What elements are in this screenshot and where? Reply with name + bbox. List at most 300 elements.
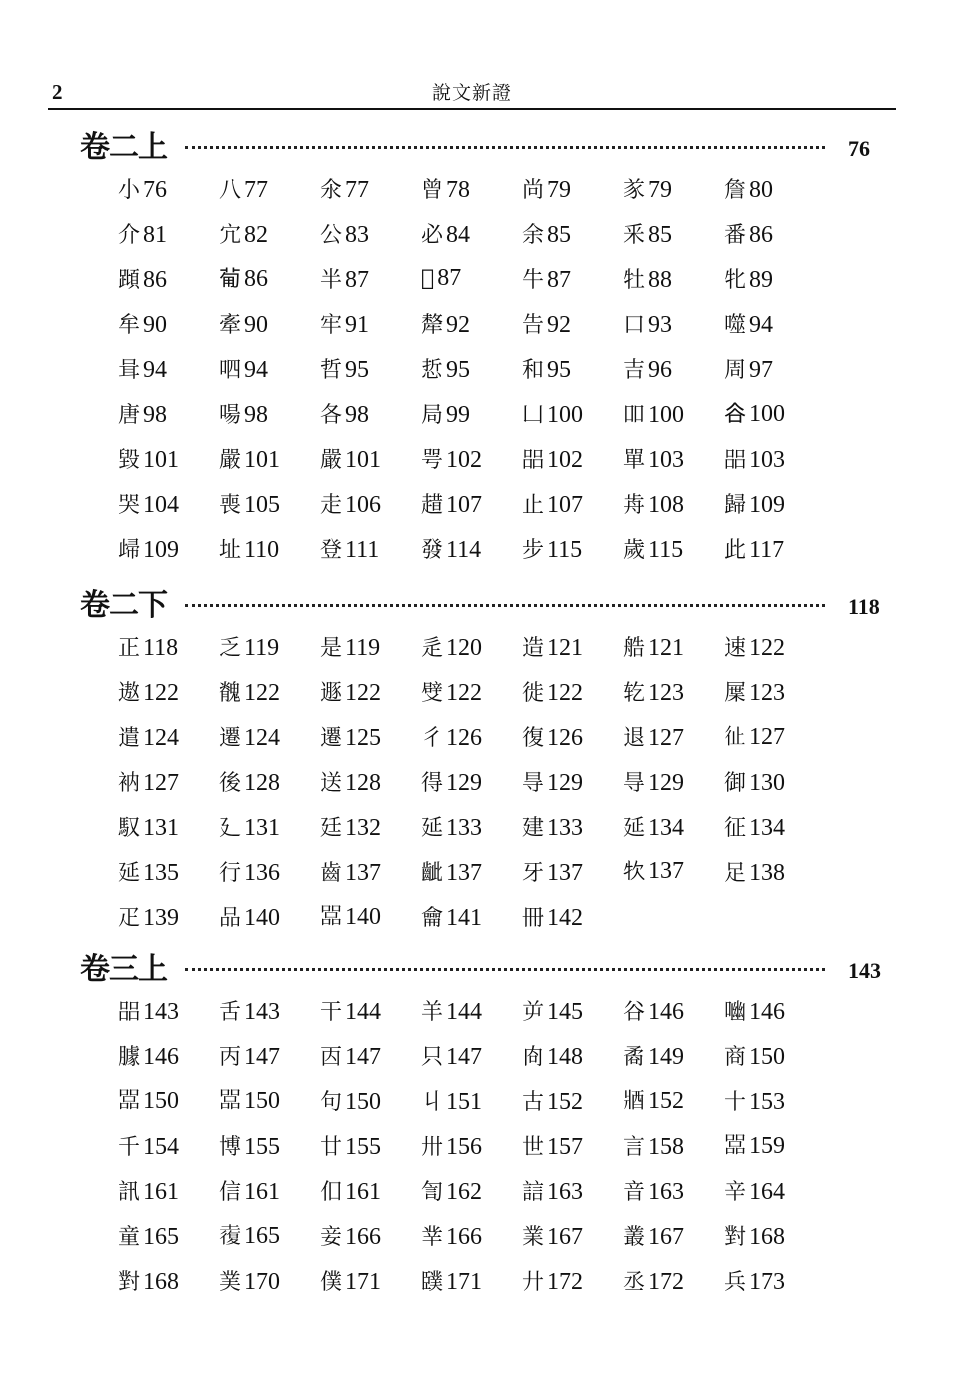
entry-character: 公 (320, 223, 343, 248)
index-entry (118, 173, 219, 204)
entry-character: 牡 (623, 268, 646, 293)
index-entry (522, 353, 623, 384)
entry-character: 噬 (724, 313, 747, 338)
entry-character: 各 (320, 403, 343, 428)
entry-page-number: 152 (547, 1089, 584, 1115)
entry-character: 遨 (118, 681, 141, 706)
index-entry (724, 1040, 825, 1071)
index-entry (623, 398, 724, 429)
entry-page-number: 150 (345, 1089, 382, 1115)
section-title: 卷三上 (80, 952, 167, 987)
entry-character: 址 (219, 538, 242, 563)
entry-page-number: 133 (446, 815, 483, 841)
index-entry (320, 1040, 421, 1071)
entry-page-number: 151 (446, 1089, 483, 1115)
index-entry (623, 488, 724, 519)
index-entry (219, 1087, 320, 1115)
entry-page-number: 167 (547, 1224, 584, 1250)
entry-character: 矞 (623, 1045, 646, 1070)
entry-page-number: 147 (244, 1044, 281, 1070)
entry-page-number: 101 (143, 447, 180, 473)
entry-row (118, 624, 900, 669)
entry-page-number: 131 (143, 815, 180, 841)
entry-character: 䑑 (421, 1270, 444, 1295)
entry-page-number: 129 (547, 770, 584, 796)
entry-page-number: 137 (345, 860, 382, 886)
entry-page-number: 86 (749, 222, 774, 248)
entry-character: 八 (219, 178, 242, 203)
index-entry (623, 811, 724, 842)
entry-page-number: 167 (648, 1224, 685, 1250)
entry-page-number: 134 (648, 815, 685, 841)
section-title: 卷二上 (80, 130, 167, 165)
index-entry (623, 353, 724, 384)
index-entry (623, 1087, 724, 1115)
entry-page-number: 122 (345, 680, 382, 706)
entry-character: 訇 (421, 1180, 444, 1205)
entry-character: 周 (724, 358, 747, 383)
index-entry (320, 443, 421, 474)
entry-page-number: 128 (244, 770, 281, 796)
index-entry (320, 1175, 421, 1206)
index-entry (118, 1220, 219, 1251)
entry-page-number: 95 (446, 357, 471, 383)
index-entry (219, 1175, 320, 1206)
index-entry (421, 1130, 522, 1161)
index-entry (219, 995, 320, 1026)
entry-character: 曾 (421, 178, 444, 203)
entry-character: 䰪 (219, 681, 242, 706)
entry-character: 正 (118, 636, 141, 661)
entry-row (118, 1168, 900, 1213)
index-entry (118, 353, 219, 384)
entry-page-number: 136 (244, 860, 281, 886)
index-entry (522, 995, 623, 1026)
entry-character: 臄 (118, 1045, 141, 1070)
entry-character: 建 (522, 816, 545, 841)
entry-page-number: 119 (345, 635, 381, 661)
index-entry (724, 995, 825, 1026)
entry-row (118, 714, 900, 759)
entry-page-number: 108 (648, 492, 685, 518)
entry-page-number: 170 (244, 1269, 281, 1295)
entry-character: 博 (219, 1135, 242, 1160)
entry-page-number: 146 (143, 1044, 180, 1070)
entry-character: 歬 (623, 493, 646, 518)
index-entry (623, 721, 724, 752)
entry-character: 對 (724, 1225, 747, 1250)
index-entry (219, 811, 320, 842)
entry-page-number: 100 (648, 402, 685, 428)
index-entry (522, 218, 623, 249)
index-entry (724, 856, 825, 887)
entry-character: 和 (522, 358, 545, 383)
index-entry (421, 1265, 522, 1296)
entry-character: 番 (724, 223, 747, 248)
index-entry (724, 218, 825, 249)
index-entry (421, 398, 522, 429)
dot-leader (185, 134, 825, 149)
entry-page-number: 104 (143, 492, 180, 518)
entry-character: 䢃 (421, 681, 444, 706)
entry-character: 言 (623, 1135, 646, 1160)
entry-character: 𠾅 (320, 904, 343, 930)
entry-row (118, 256, 900, 301)
entry-page-number: 87 (547, 267, 572, 293)
entry-page-number: 77 (345, 177, 370, 203)
entry-character: 廴 (219, 816, 242, 841)
entry-character: 䢀 (623, 681, 646, 706)
entry-page-number: 133 (547, 815, 584, 841)
entry-page-number: 121 (547, 635, 584, 661)
entry-character: 辵 (421, 636, 444, 661)
entry-character: 嚴 (219, 448, 242, 473)
index-entry (623, 173, 724, 204)
index-entry (219, 265, 320, 293)
entry-character: 訊 (118, 1180, 141, 1205)
entry-page-number: 123 (749, 680, 786, 706)
entry-page-number: 79 (648, 177, 673, 203)
entry-row (118, 1123, 900, 1168)
entry-page-number: 98 (143, 402, 168, 428)
entry-page-number: 163 (648, 1179, 685, 1205)
entry-page-number: 164 (749, 1179, 786, 1205)
index-entry (320, 676, 421, 707)
index-entry (421, 901, 522, 932)
entry-page-number: 103 (749, 447, 786, 473)
section-page-number: 76 (848, 136, 870, 161)
entry-page-number: 147 (345, 1044, 382, 1070)
index-entry (219, 676, 320, 707)
entry-row (118, 481, 900, 526)
entry-page-number: 139 (143, 905, 180, 931)
entry-character: 㱕 (118, 538, 141, 563)
entry-character: 艁 (623, 636, 646, 661)
entry-page-number: 106 (345, 492, 382, 518)
entry-character: 局 (421, 403, 444, 428)
entry-page-number: 98 (244, 402, 269, 428)
index-entry (522, 631, 623, 662)
entry-character: 呬 (219, 358, 242, 383)
entry-page-number: 103 (648, 447, 685, 473)
entry-character: 㒸 (623, 178, 646, 203)
index-entry (724, 723, 825, 751)
entry-character: 必 (421, 223, 444, 248)
index-entry (421, 353, 522, 384)
entry-character: 速 (724, 636, 747, 661)
index-entry (421, 766, 522, 797)
entry-character: 毀 (118, 448, 141, 473)
entry-page-number: 85 (547, 222, 572, 248)
entry-character: 僕 (320, 1270, 343, 1295)
index-entry (118, 398, 219, 429)
index-entry (219, 218, 320, 249)
entry-page-number: 110 (244, 537, 280, 563)
entry-character: 登 (320, 538, 343, 563)
entry-character: 馭 (118, 816, 141, 841)
entry-character: 步 (522, 538, 545, 563)
entry-page-number: 138 (749, 860, 786, 886)
entry-character: 蹞 (118, 268, 141, 293)
index-entry (623, 1040, 724, 1071)
entry-character: 㗀 (724, 1000, 747, 1025)
entry-character: 衲 (118, 771, 141, 796)
entry-character: 廷 (320, 816, 343, 841)
index-entry (421, 533, 522, 564)
index-entry (421, 488, 522, 519)
entry-page-number: 77 (244, 177, 269, 203)
entry-row (118, 346, 900, 391)
index-entry (623, 533, 724, 564)
entry-character: 吉 (623, 358, 646, 383)
index-entry (623, 995, 724, 1026)
entry-character: 哲 (320, 358, 343, 383)
index-entry (421, 631, 522, 662)
index-entry (724, 811, 825, 842)
index-entry (320, 856, 421, 887)
entry-character: 後 (219, 771, 242, 796)
entry-page-number: 107 (547, 492, 584, 518)
index-entry (320, 995, 421, 1026)
entry-character: 干 (320, 1000, 343, 1025)
index-entry (421, 308, 522, 339)
entry-page-number: 118 (143, 635, 179, 661)
index-entry (320, 353, 421, 384)
index-entry (118, 721, 219, 752)
entry-page-number: 94 (143, 357, 168, 383)
entry-page-number: 166 (345, 1224, 382, 1250)
index-entry (421, 856, 522, 887)
entry-row (118, 1258, 900, 1303)
entry-character: 行 (219, 861, 242, 886)
index-entry (118, 308, 219, 339)
entry-character: 哭 (118, 493, 141, 518)
entry-character: 屟 (724, 681, 747, 706)
entry-page-number: 143 (244, 999, 281, 1025)
index-entry (522, 1130, 623, 1161)
index-entry (421, 265, 522, 292)
entry-character: 𨟻 (623, 1088, 646, 1114)
index-entry (522, 443, 623, 474)
entry-page-number: 102 (547, 447, 584, 473)
entry-character: 丩 (421, 1090, 444, 1115)
entry-page-number: 144 (345, 999, 382, 1025)
index-entry (320, 308, 421, 339)
entry-character: 𤰈 (219, 266, 242, 292)
entry-character: 𡑉 (219, 1223, 242, 1249)
index-entry (118, 1265, 219, 1296)
entry-character: 廿 (320, 1135, 343, 1160)
entry-character: 牽 (219, 313, 242, 338)
entry-character: 彳 (421, 726, 444, 751)
entry-row (118, 804, 900, 849)
index-entry (724, 443, 825, 474)
entry-character: 啺 (219, 403, 242, 428)
index-entry (320, 218, 421, 249)
entry-page-number: 100 (547, 402, 584, 428)
entry-page-number: 157 (547, 1134, 584, 1160)
entry-character: 御 (724, 771, 747, 796)
index-entry (623, 263, 724, 294)
index-entry (118, 533, 219, 564)
entry-character: 詹 (724, 178, 747, 203)
index-entry (320, 766, 421, 797)
index-entry (522, 173, 623, 204)
entry-character: 㝵 (522, 771, 545, 796)
entry-character: 丙 (219, 1045, 242, 1070)
entry-page-number: 101 (345, 447, 382, 473)
entry-page-number: 171 (446, 1269, 483, 1295)
section-heading (80, 944, 900, 988)
index-entry (118, 218, 219, 249)
index-entry (623, 1220, 724, 1251)
entry-page-number: 172 (648, 1269, 685, 1295)
index-entry (421, 676, 522, 707)
index-entry (320, 398, 421, 429)
index-entry (118, 631, 219, 662)
entry-character: 㗊 (522, 448, 545, 473)
entry-character: 叢 (623, 1225, 646, 1250)
entry-grid (118, 624, 900, 939)
entry-character: 辛 (724, 1180, 747, 1205)
entry-page-number: 150 (244, 1087, 281, 1114)
entry-page-number: 145 (547, 999, 584, 1025)
entry-character: 𢓊 (724, 724, 747, 750)
section-page-number: 143 (848, 958, 881, 983)
section-page-number: 118 (848, 594, 880, 619)
index-entry (219, 488, 320, 519)
entry-character: 走 (320, 493, 343, 518)
index-entry (623, 443, 724, 474)
entry-page-number: 137 (648, 858, 685, 884)
entry-character: 吅 (623, 403, 646, 428)
entry-page-number: 122 (446, 680, 483, 706)
entry-page-number: 131 (244, 815, 281, 841)
entry-character: 口 (623, 313, 646, 338)
entry-row (118, 849, 900, 894)
entry-page-number: 140 (345, 903, 382, 930)
entry-character: 單 (623, 448, 646, 473)
index-entry (219, 533, 320, 564)
index-entry (724, 353, 825, 384)
entry-character: 延 (421, 816, 444, 841)
entry-page-number: 137 (547, 860, 584, 886)
entry-character: 商 (724, 1045, 747, 1070)
index-entry (623, 676, 724, 707)
entry-character: 犛 (421, 313, 444, 338)
entry-page-number: 168 (749, 1224, 786, 1250)
entry-character: 牟 (118, 313, 141, 338)
entry-page-number: 152 (648, 1087, 685, 1114)
entry-character: 千 (118, 1135, 141, 1160)
entry-page-number: 128 (345, 770, 382, 796)
entry-character: 悊 (421, 358, 444, 383)
entry-page-number: 99 (446, 402, 471, 428)
entry-row (118, 1078, 900, 1123)
index-entry (522, 721, 623, 752)
index-entry (219, 443, 320, 474)
index-entry (320, 1085, 421, 1116)
entry-character: 咠 (118, 358, 141, 383)
index-entry (118, 1040, 219, 1071)
entry-character: 誩 (522, 1180, 545, 1205)
entry-character: 疋 (118, 906, 141, 931)
entry-character: 歲 (623, 538, 646, 563)
entry-character: 遣 (118, 726, 141, 751)
index-entry (522, 1085, 623, 1116)
entry-page-number: 121 (648, 635, 685, 661)
entry-page-number: 127 (648, 725, 685, 751)
index-entry (320, 1130, 421, 1161)
section-juan-3-shang (80, 944, 900, 1303)
entry-character: 𠦌 (421, 266, 435, 291)
index-entry (522, 488, 623, 519)
index-entry (118, 1130, 219, 1161)
entry-character: 送 (320, 771, 343, 796)
entry-page-number: 158 (648, 1134, 685, 1160)
entry-row (118, 391, 900, 436)
entry-character: 氽 (320, 178, 343, 203)
entry-page-number: 168 (143, 1269, 180, 1295)
entry-page-number: 159 (749, 1132, 786, 1159)
entry-page-number: 122 (244, 680, 281, 706)
entry-character: 趞 (421, 493, 444, 518)
entry-character: 古 (522, 1090, 545, 1115)
entry-character: 遯 (320, 681, 343, 706)
index-entry (320, 173, 421, 204)
index-entry (522, 1265, 623, 1296)
index-entry (623, 1175, 724, 1206)
entry-character: 妾 (320, 1225, 343, 1250)
index-entry (724, 173, 825, 204)
section-juan-2-xia (80, 580, 900, 939)
index-entry (219, 856, 320, 887)
index-entry (118, 1087, 219, 1115)
page-header (48, 76, 896, 106)
running-title: 說文新證 (431, 82, 512, 104)
entry-character: 歸 (724, 493, 747, 518)
entry-character: 足 (724, 861, 747, 886)
entry-page-number: 94 (244, 357, 269, 383)
index-entry (118, 856, 219, 887)
entry-page-number: 93 (648, 312, 673, 338)
index-entry (118, 811, 219, 842)
entry-character: 丞 (623, 1270, 646, 1295)
index-entry (623, 1265, 724, 1296)
entry-character: 小 (118, 178, 141, 203)
entry-character: 齜 (421, 861, 444, 886)
index-entry (522, 1175, 623, 1206)
entry-character: 龠 (421, 906, 444, 931)
index-entry (724, 1175, 825, 1206)
index-entry (421, 1220, 522, 1251)
entry-character: 齒 (320, 861, 343, 886)
entry-character: 屰 (522, 1000, 545, 1025)
index-entry (623, 858, 724, 885)
entry-page-number: 127 (143, 770, 180, 796)
index-entry (724, 400, 825, 428)
entry-page-number: 90 (244, 312, 269, 338)
header-rule (48, 108, 896, 110)
entry-character: 咢 (421, 448, 444, 473)
entry-page-number: 171 (345, 1269, 382, 1295)
index-entry (421, 811, 522, 842)
entry-grid (118, 988, 900, 1303)
entry-page-number: 105 (244, 492, 281, 518)
entry-page-number: 97 (749, 357, 774, 383)
entry-row (118, 166, 900, 211)
index-entry (320, 811, 421, 842)
